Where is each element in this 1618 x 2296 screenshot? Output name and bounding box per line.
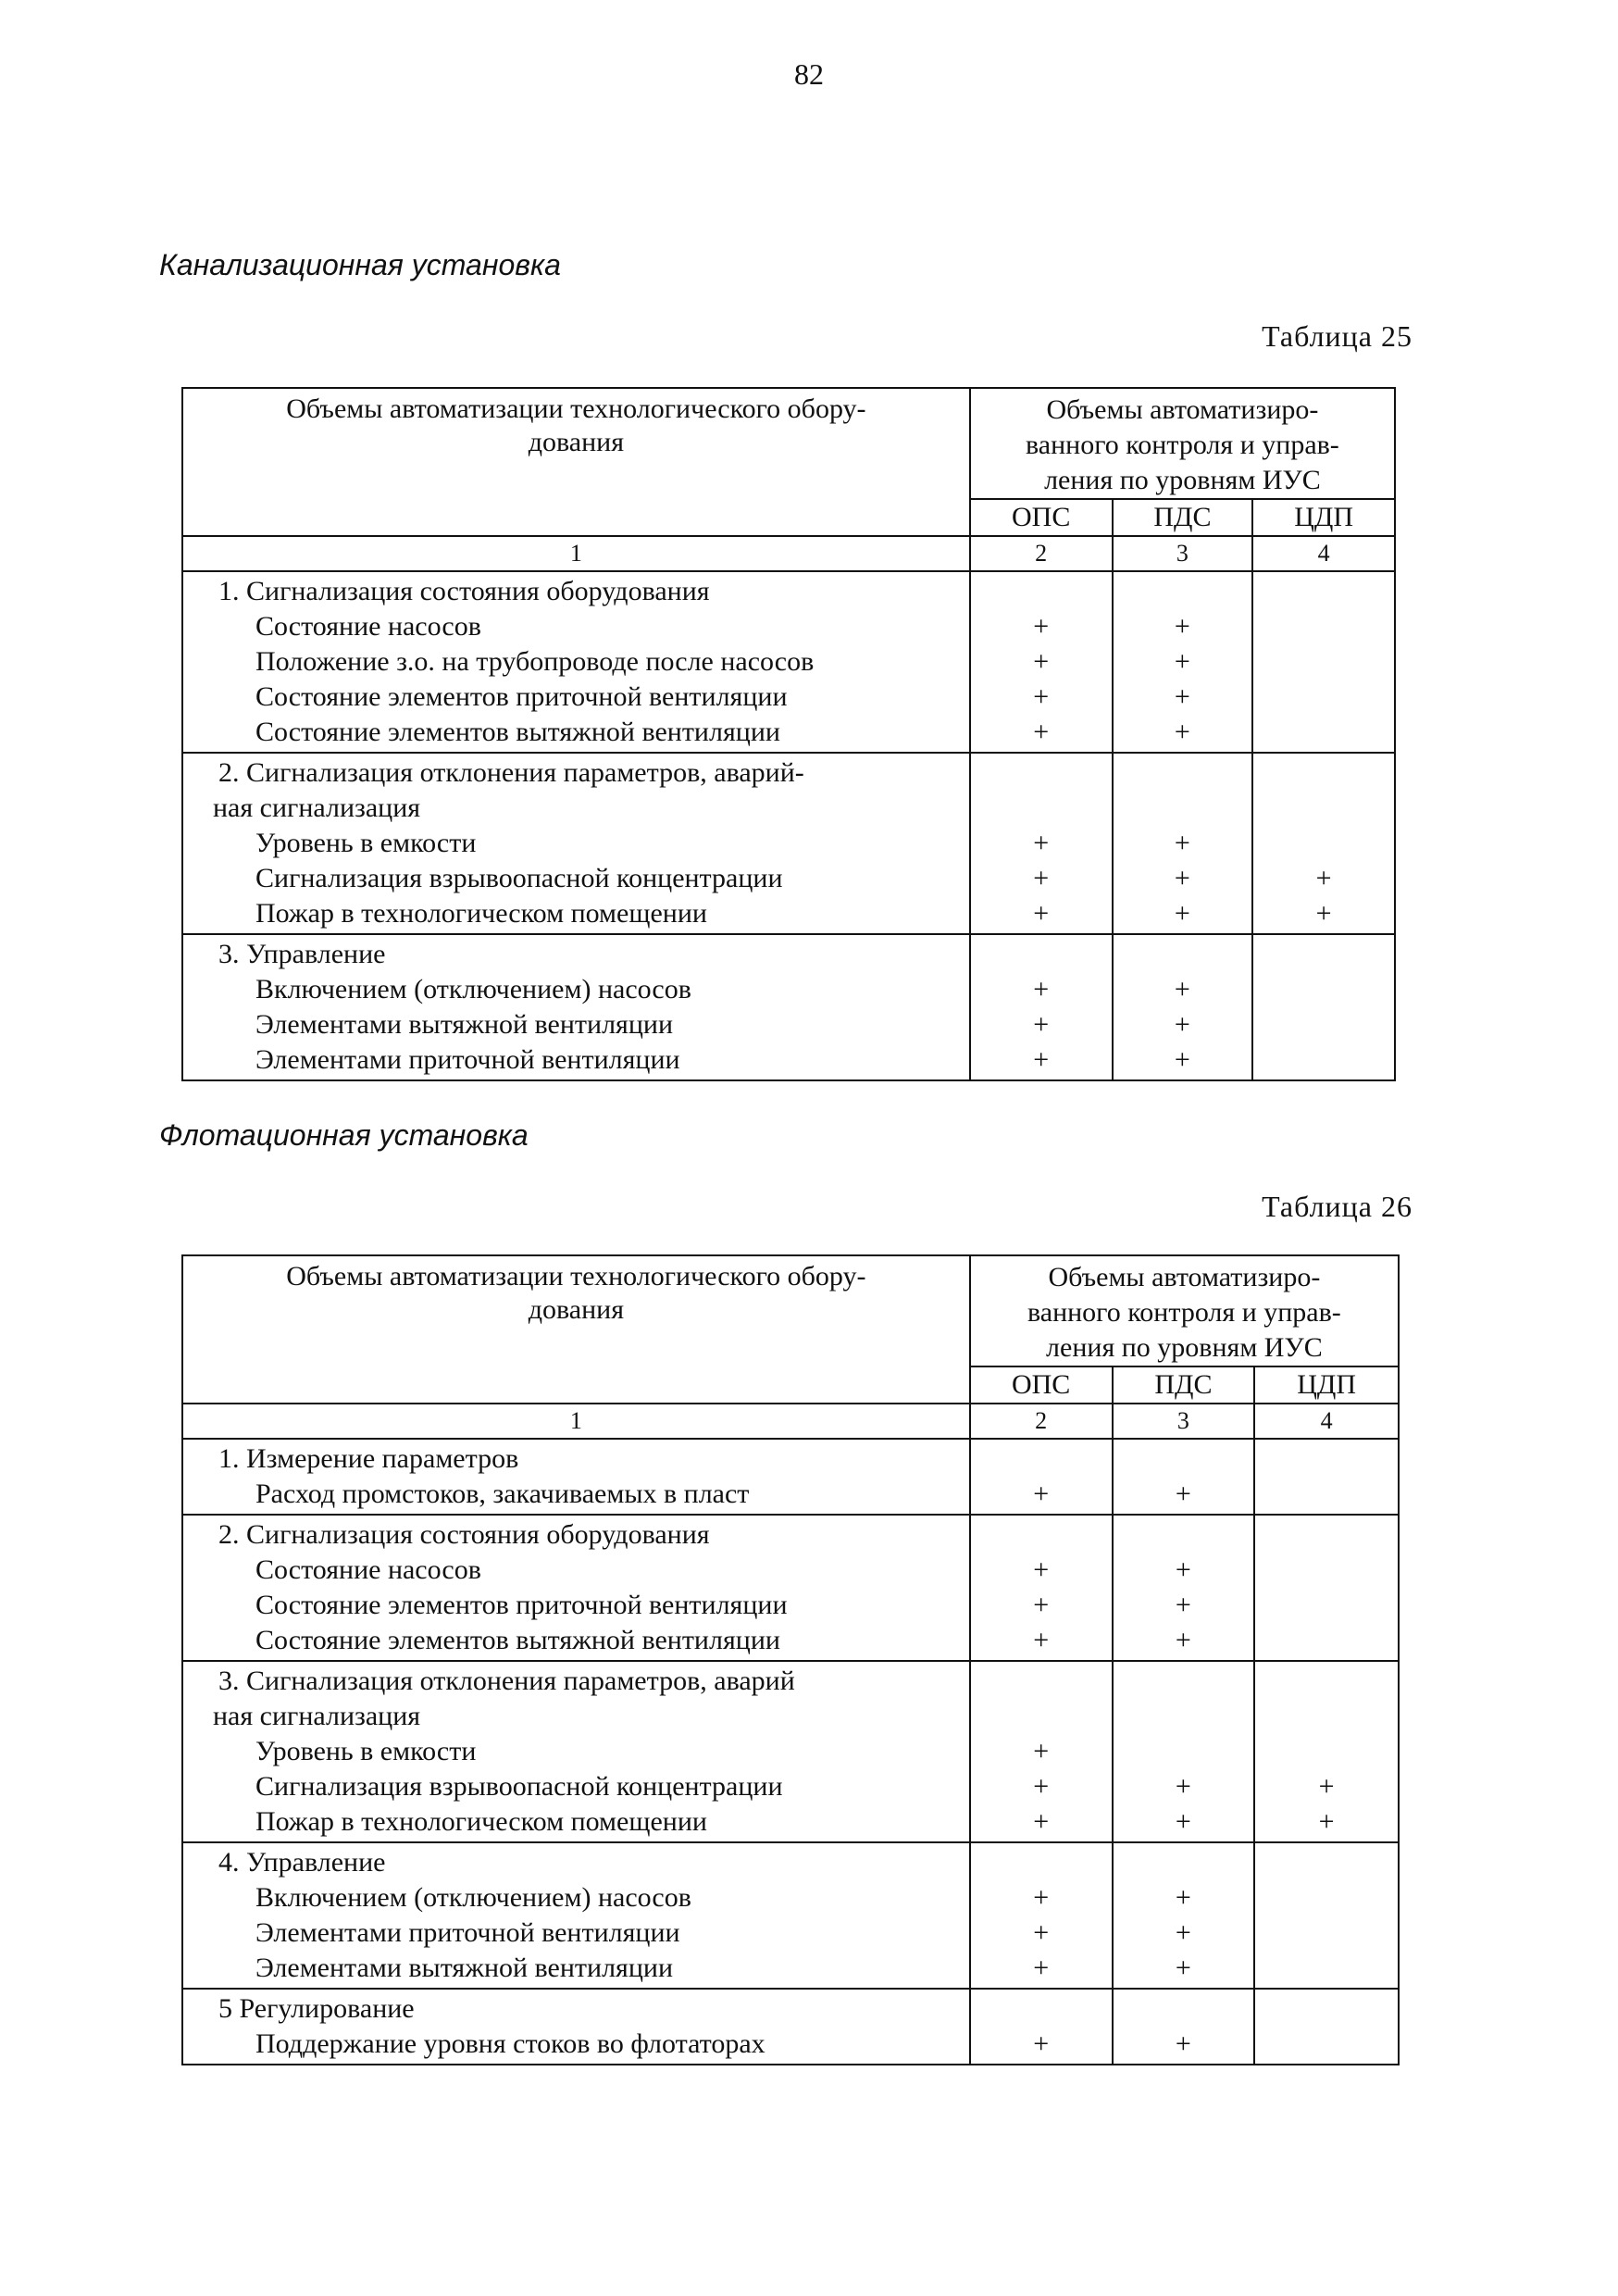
mark-column-ops [970,1661,1113,1842]
mark-cdp [1253,644,1394,680]
mark-ops: + [1033,828,1050,858]
header-equipment [182,388,970,536]
spacer [1114,937,1252,972]
section-title-flotation: Флотационная установка [159,1118,529,1152]
group-heading: 2. Сигнализация отклонения параметров, аварий- [218,757,804,788]
mark-column-ops [970,1515,1113,1661]
item-label: Состояние элементов вытяжной вентиляции [255,1625,780,1655]
item-label: Состояние элементов вытяжной вентиляции [255,717,780,747]
spacer [1255,1845,1398,1880]
level-header: ЦДП [1252,499,1395,536]
header-equipment-line: Объемы автоматизации технологического обору- [286,1261,866,1292]
mark-cdp [1255,1623,1398,1658]
mark-cdp [1253,680,1394,715]
spacer [1255,1517,1398,1553]
group-labels [182,753,970,934]
mark-column-ops [970,1989,1113,2065]
spacer [1255,1441,1398,1477]
mark-cdp [1255,1553,1398,1588]
mark-column-cdp [1254,1842,1399,1989]
mark-cdp [1253,826,1394,861]
header-control-line: ванного контроля и управ- [1026,430,1339,460]
group-heading: ная сигнализация [213,1701,421,1731]
group-labels [182,1989,970,2065]
group-row [182,1989,1399,2065]
mark-column-pds [1113,1439,1255,1515]
mark-cdp [1253,1007,1394,1042]
table-26 [181,1254,1400,2065]
item-label: Состояние насосов [255,611,481,642]
group-row [182,1842,1399,1989]
mark-ops: + [1033,898,1050,929]
mark-pds: + [1175,1771,1191,1802]
group-row [182,1661,1399,1842]
mark-pds: + [1175,1953,1191,1983]
level-header: ПДС [1113,499,1253,536]
mark-ops: + [1033,1882,1050,1913]
table-25 [181,387,1396,1081]
spacer [1253,574,1394,609]
mark-pds: + [1175,2028,1191,2059]
header-control-line: Объемы автоматизиро- [1048,1262,1321,1292]
item-label: Уровень в емкости [255,828,477,858]
header-equipment-line: дования [528,427,625,457]
mark-column-cdp [1252,753,1395,934]
item-label: Элементами вытяжной вентиляции [255,1009,674,1040]
mark-pds: + [1175,1806,1191,1837]
mark-pds: + [1174,974,1190,1004]
mark-pds: + [1174,828,1190,858]
table-label-26: Таблица 26 [1262,1190,1413,1223]
mark-column-cdp [1254,1989,1399,2065]
item-label: Включением (отключением) насосов [255,974,691,1004]
mark-column-cdp [1254,1661,1399,1842]
mark-pds: + [1174,898,1190,929]
column-number: 1 [182,536,970,571]
mark-ops: + [1033,1953,1050,1983]
spacer [1253,755,1394,791]
mark-cdp [1255,1880,1398,1915]
spacer [971,1664,1112,1699]
mark-ops: + [1033,681,1050,712]
mark-pds: + [1174,646,1190,677]
level-header: ОПС [970,1366,1113,1404]
mark-pds: + [1174,1044,1190,1075]
column-number: 3 [1113,536,1253,571]
spacer [1253,937,1394,972]
header-control-levels [970,1255,1399,1366]
mark-ops: + [1033,1554,1050,1585]
mark-column-pds [1113,753,1253,934]
group-heading: 3. Сигнализация отклонения параметров, аварий [218,1666,795,1696]
mark-column-ops [970,1842,1113,1989]
mark-ops: + [1033,1044,1050,1075]
group-heading: 3. Управление [218,939,386,969]
group-heading: 2. Сигнализация состояния оборудования [218,1519,710,1550]
level-header: ЦДП [1254,1366,1399,1404]
spacer [971,1845,1112,1880]
mark-pds: + [1175,1917,1191,1948]
header-control-line: ления по уровням ИУС [1044,465,1321,495]
mark-cdp [1253,972,1394,1007]
level-header: ПДС [1113,1366,1255,1404]
mark-ops: + [1033,717,1050,747]
item-label: Уровень в емкости [255,1736,477,1766]
item-label: Сигнализация взрывоопасной концентрации [255,1771,783,1802]
spacer [1255,1991,1398,2027]
item-label: Положение з.о. на трубопроводе после насосов [255,646,815,677]
mark-cdp: + [1315,863,1332,893]
mark-pds: + [1174,1009,1190,1040]
mark-ops: + [1033,1625,1050,1655]
mark-cdp [1255,2027,1398,2062]
spacer [1114,1441,1254,1477]
group-row [182,571,1395,753]
mark-pds: + [1174,681,1190,712]
item-label: Элементами вытяжной вентиляции [255,1953,674,1983]
spacer [1114,574,1252,609]
mark-column-cdp [1254,1439,1399,1515]
mark-column-ops [970,571,1113,753]
page-number: 82 [794,57,824,91]
mark-ops: + [1033,1771,1050,1802]
group-labels [182,934,970,1080]
item-label: Пожар в технологическом помещении [255,898,707,929]
column-number: 4 [1254,1404,1399,1439]
mark-column-ops [970,934,1113,1080]
spacer [1255,1664,1398,1699]
mark-column-cdp [1252,934,1395,1080]
column-number: 2 [970,536,1113,571]
spacer [1114,1517,1254,1553]
mark-ops: + [1033,1917,1050,1948]
header-equipment [182,1255,970,1404]
column-number: 2 [970,1404,1113,1439]
item-label: Элементами приточной вентиляции [255,1917,680,1948]
mark-ops: + [1033,974,1050,1004]
spacer [971,1441,1112,1477]
header-row [182,1255,1399,1366]
group-labels [182,571,970,753]
mark-ops: + [1033,2028,1050,2059]
mark-pds: + [1175,1882,1191,1913]
column-number: 3 [1113,1404,1255,1439]
mark-column-pds [1113,934,1253,1080]
spacer [971,1991,1112,2027]
spacer [971,937,1112,972]
mark-column-pds [1113,571,1253,753]
column-numbers-row [182,1404,1399,1439]
mark-pds [1114,1734,1254,1769]
header-equipment-line: дования [528,1294,625,1325]
mark-ops: + [1033,1479,1050,1509]
item-label: Поддержание уровня стоков во флотаторах [255,2028,765,2059]
level-header: ОПС [970,499,1113,536]
group-labels [182,1842,970,1989]
mark-cdp [1253,609,1394,644]
group-heading: ная сигнализация [213,792,421,823]
group-row [182,934,1395,1080]
group-labels [182,1515,970,1661]
mark-cdp [1255,1915,1398,1951]
spacer [1114,1845,1254,1880]
item-label: Расход промстоков, закачиваемых в пласт [255,1479,750,1509]
spacer [971,1517,1112,1553]
group-heading: 1. Измерение параметров [218,1443,519,1474]
mark-ops: + [1033,646,1050,677]
mark-column-pds [1113,1842,1255,1989]
spacer [1114,1664,1254,1699]
item-label: Включением (отключением) насосов [255,1882,691,1913]
header-control-line: ления по уровням ИУС [1046,1332,1323,1363]
spacer [1255,1699,1398,1734]
mark-cdp [1253,1042,1394,1078]
mark-ops: + [1033,1806,1050,1837]
mark-pds: + [1175,1554,1191,1585]
column-numbers-row [182,536,1395,571]
spacer [1114,1699,1254,1734]
item-label: Состояние элементов приточной вентиляции [255,1590,788,1620]
item-label: Состояние элементов приточной вентиляции [255,681,788,712]
section-title-sewage: Канализационная установка [159,248,561,281]
column-number: 4 [1252,536,1395,571]
group-heading: 5 Регулирование [218,1993,415,2024]
group-labels [182,1439,970,1515]
item-label: Сигнализация взрывоопасной концентрации [255,863,783,893]
mark-ops: + [1033,863,1050,893]
mark-cdp [1255,1734,1398,1769]
mark-cdp: + [1315,898,1332,929]
header-equipment-line: Объемы автоматизации технологического обору- [286,393,866,424]
spacer [971,574,1112,609]
group-heading: 1. Сигнализация состояния оборудования [218,576,710,606]
mark-cdp [1255,1951,1398,1986]
group-row [182,1515,1399,1661]
mark-column-pds [1113,1989,1255,2065]
mark-cdp: + [1318,1806,1335,1837]
mark-column-ops [970,1439,1113,1515]
group-heading: 4. Управление [218,1847,386,1878]
column-number: 1 [182,1404,970,1439]
mark-column-cdp [1254,1515,1399,1661]
spacer [971,755,1112,791]
group-row [182,753,1395,934]
mark-pds: + [1175,1590,1191,1620]
mark-cdp [1255,1477,1398,1512]
spacer [971,1699,1112,1734]
mark-cdp [1253,715,1394,750]
item-label: Пожар в технологическом помещении [255,1806,707,1837]
header-control-levels [970,388,1395,499]
mark-column-pds [1113,1661,1255,1842]
header-row [182,388,1395,499]
mark-cdp [1255,1588,1398,1623]
mark-column-ops [970,753,1113,934]
group-row [182,1439,1399,1515]
item-label: Элементами приточной вентиляции [255,1044,680,1075]
spacer [1114,755,1252,791]
spacer [1114,1991,1254,2027]
mark-ops: + [1033,1009,1050,1040]
mark-pds: + [1174,611,1190,642]
mark-pds: + [1174,717,1190,747]
mark-pds: + [1175,1479,1191,1509]
mark-ops: + [1033,1590,1050,1620]
mark-column-pds [1113,1515,1255,1661]
mark-pds: + [1175,1625,1191,1655]
mark-column-cdp [1252,571,1395,753]
item-label: Состояние насосов [255,1554,481,1585]
mark-ops: + [1033,611,1050,642]
header-control-line: Объемы автоматизиро- [1046,394,1319,425]
mark-pds: + [1174,863,1190,893]
group-labels [182,1661,970,1842]
spacer [1253,791,1394,826]
mark-ops: + [1033,1736,1050,1766]
spacer [971,791,1112,826]
mark-cdp: + [1318,1771,1335,1802]
header-control-line: ванного контроля и управ- [1027,1297,1341,1328]
table-label-25: Таблица 25 [1262,319,1413,353]
spacer [1114,791,1252,826]
